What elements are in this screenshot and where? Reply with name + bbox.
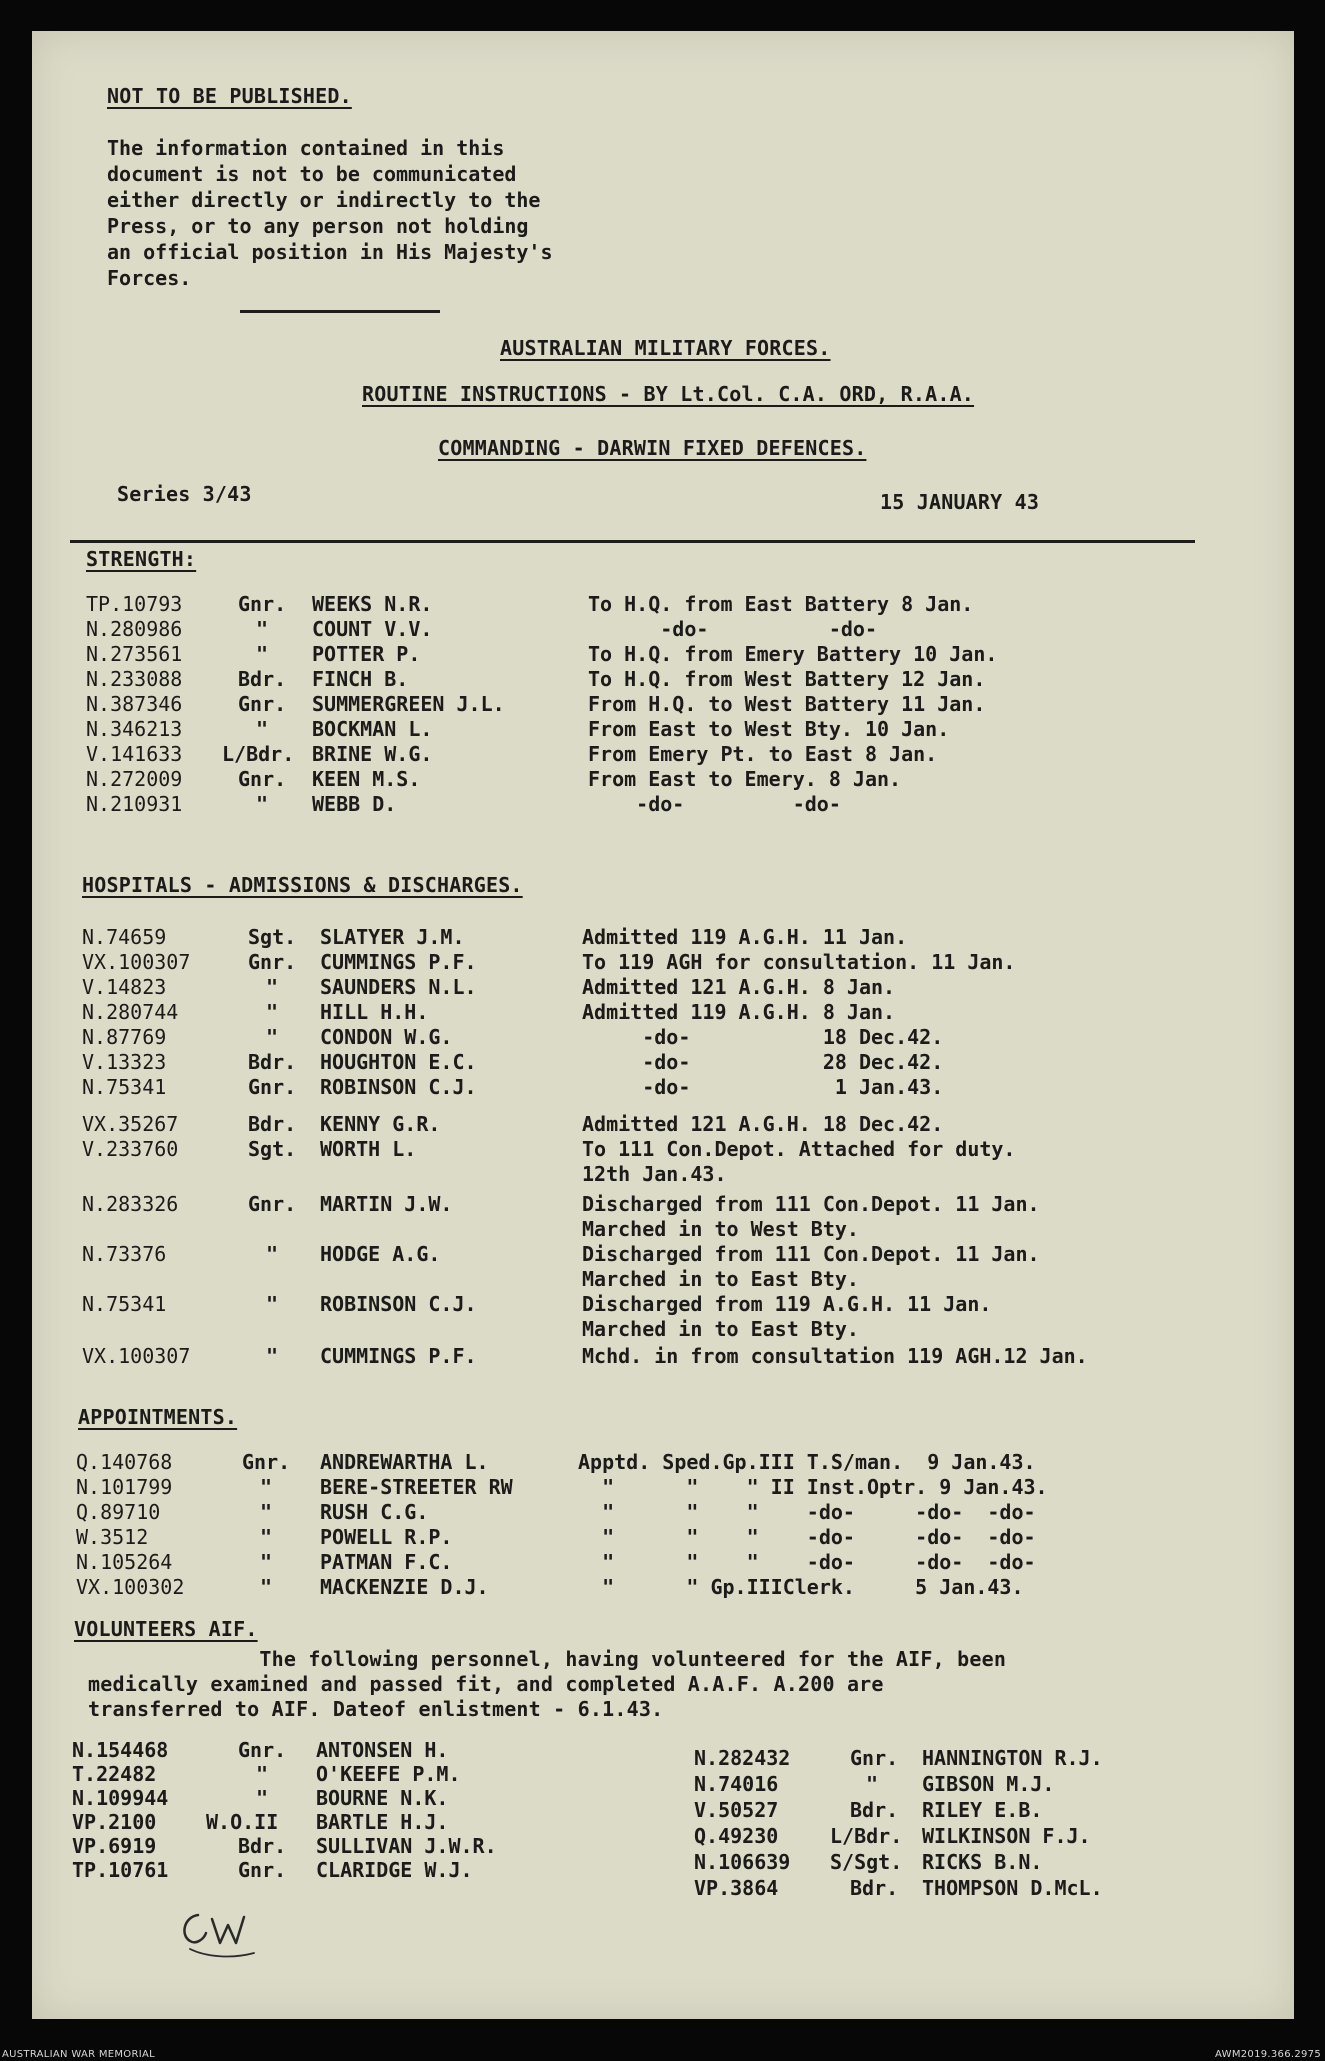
rank: ": [260, 1575, 273, 1599]
hospital-detail: Admitted 121 A.G.H. 8 Jan.: [582, 975, 896, 999]
movement-detail: From East to West Bty. 10 Jan.: [588, 717, 950, 741]
rank: W.O.II: [206, 1810, 279, 1834]
notice-line: an official position in His Majesty's: [107, 240, 553, 264]
rank: Gnr.: [248, 1192, 297, 1216]
service-number: VX.100302: [76, 1575, 185, 1599]
soldier-name: MACKENZIE D.J.: [320, 1575, 489, 1599]
rank: ": [256, 617, 269, 641]
hospital-detail: Marched in to West Bty.: [582, 1217, 859, 1241]
service-number: V.14823: [82, 975, 167, 999]
rank: Gnr.: [238, 592, 287, 616]
hospital-detail: Discharged from 111 Con.Depot. 11 Jan.: [582, 1192, 1040, 1216]
hospital-detail: Discharged from 111 Con.Depot. 11 Jan.: [582, 1242, 1040, 1266]
service-number: VX.35267: [82, 1112, 179, 1136]
soldier-name: HOUGHTON E.C.: [320, 1050, 477, 1074]
rank: Bdr.: [238, 1834, 287, 1858]
hospital-detail: -do- 1 Jan.43.: [582, 1075, 944, 1099]
soldier-name: BOCKMAN L.: [312, 717, 433, 741]
hospital-detail: Marched in to East Bty.: [582, 1317, 859, 1341]
soldier-name: WEBB D.: [312, 792, 397, 816]
service-number: N.75341: [82, 1075, 167, 1099]
service-number: Q.89710: [76, 1500, 161, 1524]
strength-heading: STRENGTH:: [86, 547, 197, 571]
soldier-name: THOMPSON D.McL.: [922, 1876, 1103, 1900]
service-number: N.73376: [82, 1242, 167, 1266]
service-number: N.106639: [694, 1850, 791, 1874]
hospital-detail: Admitted 121 A.G.H. 18 Dec.42.: [582, 1112, 944, 1136]
service-number: T.22482: [72, 1762, 157, 1786]
command-line: COMMANDING - DARWIN FIXED DEFENCES.: [438, 436, 867, 460]
service-number: N.273561: [86, 642, 183, 666]
soldier-name: ANDREWARTHA L.: [320, 1450, 489, 1474]
rank: ": [866, 1772, 879, 1796]
rank: Gnr.: [248, 950, 297, 974]
movement-detail: From Emery Pt. to East 8 Jan.: [588, 742, 938, 766]
rank: ": [260, 1500, 273, 1524]
series-number: Series 3/43: [117, 482, 252, 506]
rank: L/Bdr.: [830, 1824, 903, 1848]
soldier-name: COUNT V.V.: [312, 617, 433, 641]
service-number: Q.140768: [76, 1450, 173, 1474]
rank: Bdr.: [850, 1876, 899, 1900]
soldier-name: RUSH C.G.: [320, 1500, 429, 1524]
appointment-detail: " " " -do- -do- -do-: [578, 1525, 1036, 1549]
soldier-name: ROBINSON C.J.: [320, 1075, 477, 1099]
signature-mark: [176, 1905, 268, 1963]
appointment-detail: Apptd. Sped.Gp.III T.S/man. 9 Jan.43.: [578, 1450, 1036, 1474]
rank: Bdr.: [248, 1050, 297, 1074]
service-number: N.101799: [76, 1475, 173, 1499]
hospital-detail: Admitted 119 A.G.H. 8 Jan.: [582, 1000, 896, 1024]
document-subtitle: ROUTINE INSTRUCTIONS - BY Lt.Col. C.A. ORD, R.A.A.: [362, 382, 975, 406]
notice-line: document is not to be communicated: [107, 162, 517, 186]
soldier-name: GIBSON M.J.: [922, 1772, 1055, 1796]
notice-line: either directly or indirectly to the: [107, 188, 541, 212]
rank: ": [266, 1025, 279, 1049]
service-number: N.280744: [82, 1000, 179, 1024]
service-number: V.141633: [86, 742, 183, 766]
rank: Gnr.: [238, 1858, 287, 1882]
rank: ": [266, 1292, 279, 1316]
soldier-name: FINCH B.: [312, 667, 409, 691]
soldier-name: SLATYER J.M.: [320, 925, 465, 949]
hospital-detail: To 111 Con.Depot. Attached for duty.: [582, 1137, 1016, 1161]
hospital-detail: Mchd. in from consultation 119 AGH.12 Jan.: [582, 1344, 1088, 1368]
movement-detail: To H.Q. from Emery Battery 10 Jan.: [588, 642, 998, 666]
soldier-name: ANTONSEN H.: [316, 1738, 449, 1762]
movement-detail: -do- -do-: [588, 617, 877, 641]
service-number: N.210931: [86, 792, 183, 816]
soldier-name: PATMAN F.C.: [320, 1550, 453, 1574]
rank: ": [260, 1550, 273, 1574]
service-number: TP.10761: [72, 1858, 169, 1882]
hospital-detail: -do- 28 Dec.42.: [582, 1050, 944, 1074]
service-number: N.387346: [86, 692, 183, 716]
rank: Gnr.: [238, 1738, 287, 1762]
appointments-heading: APPOINTMENTS.: [78, 1405, 238, 1429]
rank: ": [266, 975, 279, 999]
service-number: V.233760: [82, 1137, 179, 1161]
volunteers-intro: medically examined and passed fit, and completed A.A.F. A.200 are: [88, 1672, 884, 1696]
rank: Gnr.: [248, 1075, 297, 1099]
soldier-name: POTTER P.: [312, 642, 421, 666]
rank: ": [256, 1786, 269, 1810]
hospital-detail: Admitted 119 A.G.H. 11 Jan.: [582, 925, 908, 949]
service-number: N.105264: [76, 1550, 173, 1574]
service-number: N.346213: [86, 717, 183, 741]
service-number: N.74016: [694, 1772, 779, 1796]
footer-credit: AUSTRALIAN WAR MEMORIAL: [2, 2049, 155, 2060]
service-number: N.280986: [86, 617, 183, 641]
hospital-detail: Marched in to East Bty.: [582, 1267, 859, 1291]
soldier-name: HILL H.H.: [320, 1000, 429, 1024]
service-number: N.272009: [86, 767, 183, 791]
service-number: N.87769: [82, 1025, 167, 1049]
appointment-detail: " " Gp.IIIClerk. 5 Jan.43.: [578, 1575, 1024, 1599]
volunteers-intro: transferred to AIF. Dateof enlistment - 6.1.43.: [88, 1697, 664, 1721]
service-number: N.282432: [694, 1746, 791, 1770]
footer-reference: AWM2019.366.2975: [1215, 2049, 1321, 2060]
soldier-name: CLARIDGE W.J.: [316, 1858, 473, 1882]
rank: Gnr.: [238, 692, 287, 716]
soldier-name: KENNY G.R.: [320, 1112, 441, 1136]
soldier-name: HANNINGTON R.J.: [922, 1746, 1103, 1770]
rank: Gnr.: [850, 1746, 899, 1770]
service-number: VP.6919: [72, 1834, 157, 1858]
rank: Bdr.: [248, 1112, 297, 1136]
service-number: VX.100307: [82, 950, 191, 974]
soldier-name: SAUNDERS N.L.: [320, 975, 477, 999]
appointment-detail: " " " II Inst.Optr. 9 Jan.43.: [578, 1475, 1048, 1499]
rank: Bdr.: [238, 667, 287, 691]
document-date: 15 JANUARY 43: [880, 490, 1040, 514]
service-number: N.283326: [82, 1192, 179, 1216]
rank: Gnr.: [238, 767, 287, 791]
soldier-name: CONDON W.G.: [320, 1025, 453, 1049]
hospital-detail: -do- 18 Dec.42.: [582, 1025, 944, 1049]
appointment-detail: " " " -do- -do- -do-: [578, 1500, 1036, 1524]
service-number: Q.49230: [694, 1824, 779, 1848]
service-number: TP.10793: [86, 592, 183, 616]
soldier-name: BARTLE H.J.: [316, 1810, 449, 1834]
header-divider: [70, 540, 1195, 543]
service-number: N.154468: [72, 1738, 169, 1762]
volunteers-heading: VOLUNTEERS AIF.: [74, 1617, 258, 1641]
soldier-name: WEEKS N.R.: [312, 592, 433, 616]
movement-detail: To H.Q. from West Battery 12 Jan.: [588, 667, 986, 691]
movement-detail: From H.Q. to West Battery 11 Jan.: [588, 692, 986, 716]
soldier-name: O'KEEFE P.M.: [316, 1762, 461, 1786]
soldier-name: BRINE W.G.: [312, 742, 433, 766]
soldier-name: KEEN M.S.: [312, 767, 421, 791]
soldier-name: SULLIVAN J.W.R.: [316, 1834, 497, 1858]
service-number: VP.3864: [694, 1876, 779, 1900]
rank: L/Bdr.: [222, 742, 295, 766]
appointment-detail: " " " -do- -do- -do-: [578, 1550, 1036, 1574]
movement-detail: To H.Q. from East Battery 8 Jan.: [588, 592, 974, 616]
rank: ": [266, 1242, 279, 1266]
soldier-name: BOURNE N.K.: [316, 1786, 449, 1810]
service-number: V.50527: [694, 1798, 779, 1822]
rank: ": [256, 1762, 269, 1786]
rank: ": [266, 1344, 279, 1368]
soldier-name: BERE-STREETER RW: [320, 1475, 513, 1499]
movement-detail: From East to Emery. 8 Jan.: [588, 767, 902, 791]
soldier-name: RILEY E.B.: [922, 1798, 1043, 1822]
service-number: N.75341: [82, 1292, 167, 1316]
notice-line: Press, or to any person not holding: [107, 214, 529, 238]
service-number: N.74659: [82, 925, 167, 949]
rank: S/Sgt.: [830, 1850, 903, 1874]
rank: ": [266, 1000, 279, 1024]
soldier-name: WILKINSON F.J.: [922, 1824, 1091, 1848]
rank: Gnr.: [242, 1450, 291, 1474]
soldier-name: CUMMINGS P.F.: [320, 1344, 477, 1368]
soldier-name: ROBINSON C.J.: [320, 1292, 477, 1316]
notice-heading: NOT TO BE PUBLISHED.: [107, 84, 352, 108]
service-number: N.233088: [86, 667, 183, 691]
hospitals-heading: HOSPITALS - ADMISSIONS & DISCHARGES.: [82, 873, 523, 897]
service-number: V.13323: [82, 1050, 167, 1074]
soldier-name: HODGE A.G.: [320, 1242, 441, 1266]
notice-line: Forces.: [107, 266, 192, 290]
soldier-name: CUMMINGS P.F.: [320, 950, 477, 974]
rank: ": [256, 792, 269, 816]
volunteers-intro: The following personnel, having volunteered for the AIF, been: [88, 1647, 1007, 1671]
service-number: VP.2100: [72, 1810, 157, 1834]
soldier-name: RICKS B.N.: [922, 1850, 1043, 1874]
soldier-name: POWELL R.P.: [320, 1525, 453, 1549]
notice-line: The information contained in this: [107, 136, 505, 160]
rank: ": [256, 642, 269, 666]
movement-detail: -do- -do-: [588, 792, 841, 816]
rank: Sgt.: [248, 925, 297, 949]
service-number: N.109944: [72, 1786, 169, 1810]
rank: Sgt.: [248, 1137, 297, 1161]
hospital-detail: 12th Jan.43.: [582, 1162, 727, 1186]
rank: ": [260, 1525, 273, 1549]
rank: ": [260, 1475, 273, 1499]
rank: ": [256, 717, 269, 741]
soldier-name: MARTIN J.W.: [320, 1192, 453, 1216]
hospital-detail: To 119 AGH for consultation. 11 Jan.: [582, 950, 1016, 974]
rank: Bdr.: [850, 1798, 899, 1822]
soldier-name: WORTH L.: [320, 1137, 417, 1161]
service-number: VX.100307: [82, 1344, 191, 1368]
hospital-detail: Discharged from 119 A.G.H. 11 Jan.: [582, 1292, 992, 1316]
document-title: AUSTRALIAN MILITARY FORCES.: [500, 336, 831, 360]
service-number: W.3512: [76, 1525, 149, 1549]
soldier-name: SUMMERGREEN J.L.: [312, 692, 505, 716]
notice-divider: [240, 310, 440, 313]
